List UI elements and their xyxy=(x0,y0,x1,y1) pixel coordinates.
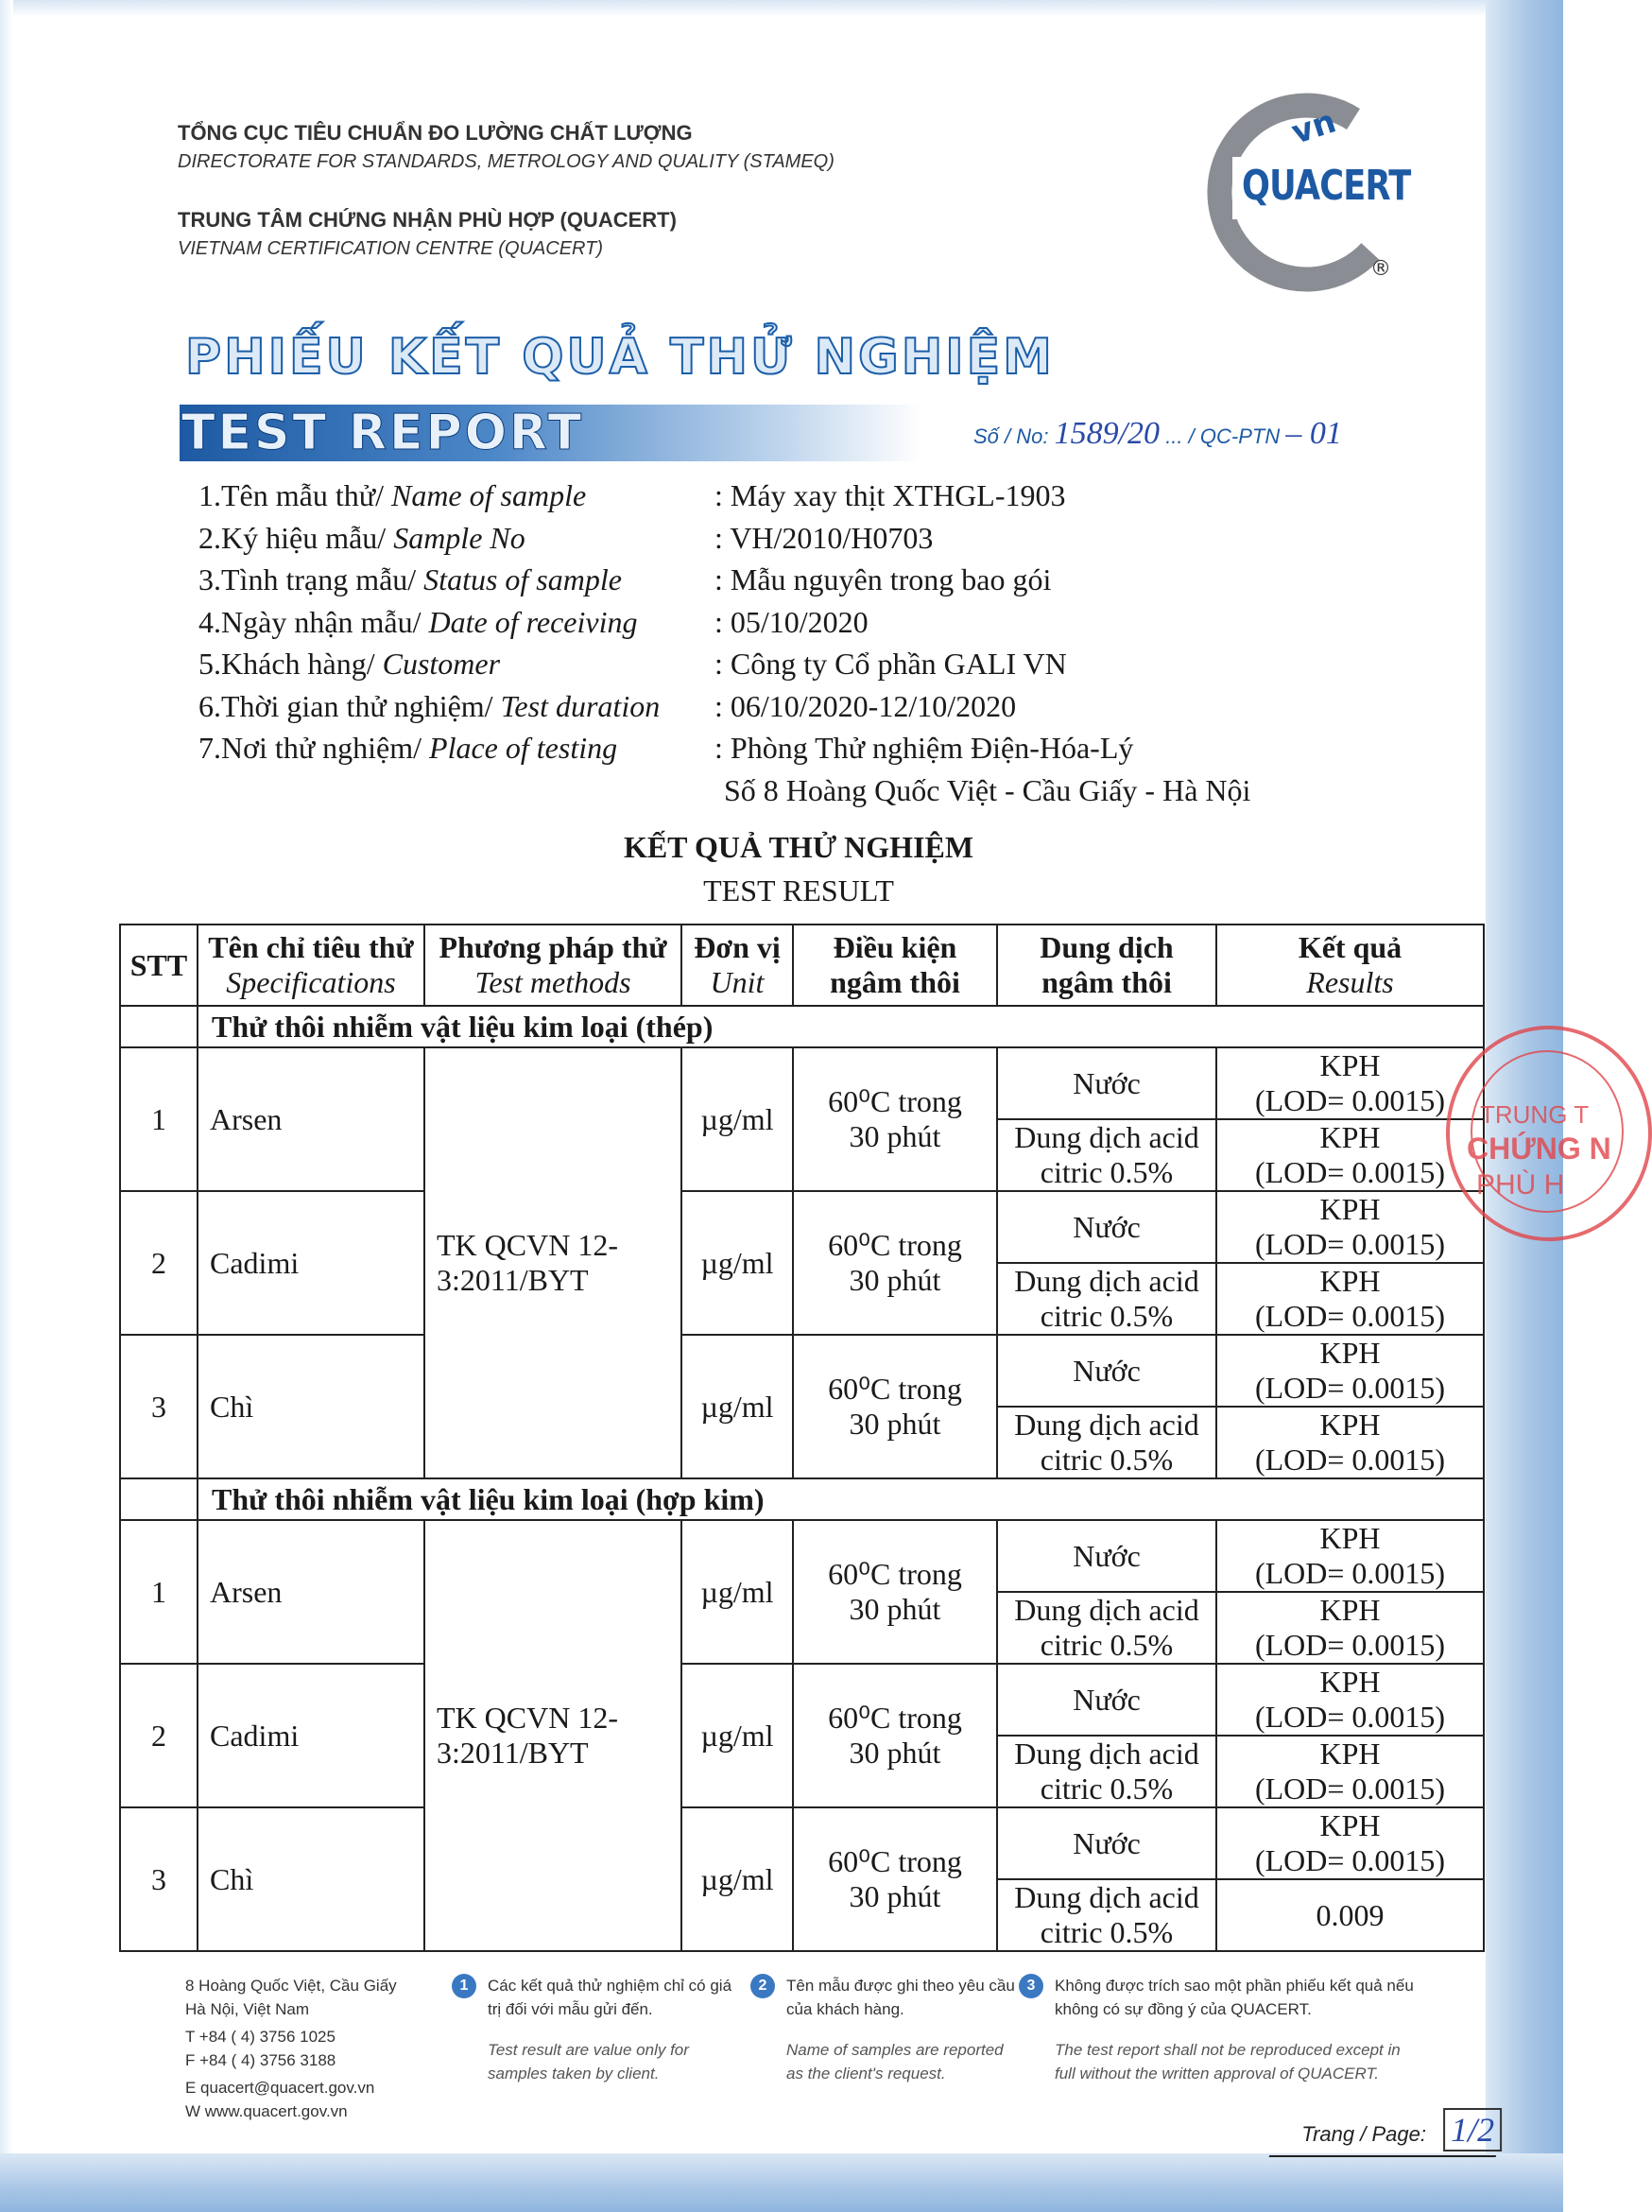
cell-solution-acid: Dung dịch acid citric 0.5% xyxy=(997,1879,1216,1951)
cell-result: KPH (LOD= 0.0015) xyxy=(1216,1664,1484,1736)
top-border xyxy=(0,0,1563,17)
info-value: : 06/10/2020-12/10/2020 xyxy=(714,688,1017,723)
header-condition: Điều kiện ngâm thôi xyxy=(793,925,997,1006)
cell-unit: µg/ml xyxy=(681,1335,793,1478)
cell-condition: 60⁰C trong 30 phút xyxy=(793,1191,997,1335)
info-label: 3.Tình trạng mẫu/ Status of sample xyxy=(198,562,622,596)
info-value: : Máy xay thịt XTHGL-1903 xyxy=(714,478,1066,512)
table-header-row xyxy=(120,925,1484,1006)
bottom-border-band xyxy=(0,2153,1563,2212)
cell-spec: Chì xyxy=(198,1335,424,1478)
table-row xyxy=(120,1807,1484,1879)
cell-solution-acid: Dung dịch acid citric 0.5% xyxy=(997,1592,1216,1664)
cell-unit: µg/ml xyxy=(681,1520,793,1664)
header-solution: Dung dịch ngâm thôi xyxy=(997,925,1216,1006)
cell-result: KPH (LOD= 0.0015) xyxy=(1216,1047,1484,1119)
report-title-vn: PHIẾU KẾT QUẢ THỬ NGHIỆM xyxy=(185,329,1055,386)
header-stt: STT xyxy=(120,925,198,1006)
footer-note-2: 2 Tên mẫu được ghi theo yêu cầu của khách hàng. Name of samples are reported as the client's request. xyxy=(786,1974,1023,2085)
cell-stt: 3 xyxy=(120,1807,198,1951)
report-number xyxy=(973,416,1342,452)
footer-note-1: 1 Các kết quả thử nghiệm chỉ có giá trị đối với mẫu gửi đến. Test result are value only for samples taken by client. xyxy=(488,1974,743,2085)
cell-stt: 3 xyxy=(120,1335,198,1478)
info-value: : VH/2010/H0703 xyxy=(714,520,934,555)
group-row xyxy=(120,1006,1484,1047)
org2-vn: TRUNG TÂM CHỨNG NHẬN PHÙ HỢP (QUACERT) xyxy=(178,208,677,232)
footer-contact: 8 Hoàng Quốc Việt, Cầu Giấy Hà Nội, Việt Nam T +84 ( 4) 3756 1025 F +84 ( 4) 3756 3188 E quacert@quacert.gov.vn W www.quacert.gov.vn xyxy=(185,1977,397,2120)
cell-condition: 60⁰C trong 30 phút xyxy=(793,1047,997,1191)
info-label: 2.Ký hiệu mẫu/ Sample No xyxy=(198,520,525,555)
report-number-suffix: / QC-PTN xyxy=(1188,424,1281,448)
result-title-vn: KẾT QUẢ THỬ NGHIỆM xyxy=(623,830,974,864)
cell-method: TK QCVN 12-3:2011/BYT xyxy=(424,1047,681,1478)
cell-solution-water: Nước xyxy=(997,1520,1216,1592)
info-label: 5.Khách hàng/ Customer xyxy=(198,647,501,681)
table-row xyxy=(120,1047,1484,1119)
cell-solution-water: Nước xyxy=(997,1335,1216,1407)
header-results: Kết quả Results xyxy=(1216,925,1484,1006)
left-border xyxy=(0,0,13,2212)
page-label: Trang / Page: xyxy=(1301,2122,1426,2146)
cell-solution-water: Nước xyxy=(997,1664,1216,1736)
info-label: 7.Nơi thử nghiệm/ Place of testing xyxy=(198,731,618,765)
quacert-logo xyxy=(1212,91,1411,289)
table-row xyxy=(120,1335,1484,1407)
cell-result: KPH (LOD= 0.0015) xyxy=(1216,1592,1484,1664)
info-address: Số 8 Hoàng Quốc Việt - Cầu Giấy - Hà Nội xyxy=(724,772,1251,807)
cell-method: TK QCVN 12-3:2011/BYT xyxy=(424,1520,681,1951)
cell-solution-water: Nước xyxy=(997,1047,1216,1119)
report-number-dots: ... xyxy=(1165,424,1183,448)
cell-solution-acid: Dung dịch acid citric 0.5% xyxy=(997,1407,1216,1478)
report-number-value: 1589/20 xyxy=(1054,416,1161,451)
info-value: : 05/10/2020 xyxy=(714,604,869,639)
page-value: 1/2 xyxy=(1443,2108,1502,2152)
info-label: 1.Tên mẫu thử/ Name of sample xyxy=(198,478,587,512)
report-number-label: Số / No: xyxy=(973,424,1049,448)
cell-condition: 60⁰C trong 30 phút xyxy=(793,1664,997,1807)
cell-unit: µg/ml xyxy=(681,1047,793,1191)
note-number-icon: 3 xyxy=(1019,1974,1043,1998)
table-row xyxy=(120,1520,1484,1592)
cell-solution-water: Nước xyxy=(997,1191,1216,1263)
cell-result: KPH (LOD= 0.0015) xyxy=(1216,1520,1484,1592)
org1-vn: TỔNG CỤC TIÊU CHUẨN ĐO LƯỜNG CHẤT LƯỢNG xyxy=(178,121,693,145)
cell-result: KPH (LOD= 0.0015) xyxy=(1216,1407,1484,1478)
cell-unit: µg/ml xyxy=(681,1191,793,1335)
cell-result: KPH (LOD= 0.0015) xyxy=(1216,1191,1484,1263)
info-value: : Phòng Thử nghiệm Điện-Hóa-Lý xyxy=(714,731,1134,765)
cell-unit: µg/ml xyxy=(681,1664,793,1807)
group-title: Thử thôi nhiễm vật liệu kim loại (hợp kim) xyxy=(198,1478,1484,1520)
cell-solution-acid: Dung dịch acid citric 0.5% xyxy=(997,1119,1216,1191)
cell-spec: Cadimi xyxy=(198,1664,424,1807)
cell-solution-acid: Dung dịch acid citric 0.5% xyxy=(997,1263,1216,1335)
cell-result: KPH (LOD= 0.0015) xyxy=(1216,1263,1484,1335)
cell-stt: 2 xyxy=(120,1664,198,1807)
result-title-en: TEST RESULT xyxy=(703,873,894,907)
cell-stt: 2 xyxy=(120,1191,198,1335)
cell-result: KPH (LOD= 0.0015) xyxy=(1216,1807,1484,1879)
cell-condition: 60⁰C trong 30 phút xyxy=(793,1807,997,1951)
cell-result: KPH (LOD= 0.0015) xyxy=(1216,1736,1484,1807)
cell-result: 0.009 xyxy=(1216,1879,1484,1951)
page-indicator xyxy=(1269,2108,1514,2157)
info-label: 6.Thời gian thử nghiệm/ Test duration xyxy=(198,688,661,723)
cell-result: KPH (LOD= 0.0015) xyxy=(1216,1119,1484,1191)
header-method: Phương pháp thử Test methods xyxy=(424,925,681,1006)
header-spec: Tên chỉ tiêu thử Specifications xyxy=(198,925,424,1006)
cell-stt: 1 xyxy=(120,1047,198,1191)
cell-unit: µg/ml xyxy=(681,1807,793,1951)
note-number-icon: 2 xyxy=(750,1974,775,1998)
cell-condition: 60⁰C trong 30 phút xyxy=(793,1520,997,1664)
info-value: : Mẫu nguyên trong bao gói xyxy=(714,562,1052,596)
result-table xyxy=(119,924,1485,1952)
report-number-tail: – 01 xyxy=(1285,416,1342,451)
cell-condition: 60⁰C trong 30 phút xyxy=(793,1335,997,1478)
table-row xyxy=(120,1664,1484,1736)
cell-spec: Arsen xyxy=(198,1520,424,1664)
cell-solution-acid: Dung dịch acid citric 0.5% xyxy=(997,1736,1216,1807)
footer-note-3: 3 Không được trích sao một phần phiếu kết quả nếu không có sự đồng ý của QUACERT. The test report shall not be reproduced except in full without the written approval of QUACERT. xyxy=(1055,1974,1423,2085)
cell-result: KPH (LOD= 0.0015) xyxy=(1216,1335,1484,1407)
org2-en: VIETNAM CERTIFICATION CENTRE (QUACERT) xyxy=(178,238,604,259)
group-title: Thử thôi nhiễm vật liệu kim loại (thép) xyxy=(198,1006,1484,1047)
org1-en: DIRECTORATE FOR STANDARDS, METROLOGY AND QUALITY (STAMEQ) xyxy=(178,151,835,172)
seal-stamp: TRUNG T CHỨNG N PHÙ H xyxy=(1446,1026,1652,1241)
info-value: : Công ty Cổ phần GALI VN xyxy=(714,647,1067,681)
logo-text: QUACERT xyxy=(1242,162,1411,210)
cell-spec: Chì xyxy=(198,1807,424,1951)
svg-text:vn: vn xyxy=(1286,102,1341,152)
info-label: 4.Ngày nhận mẫu/ Date of receiving xyxy=(198,604,638,639)
cell-spec: Cadimi xyxy=(198,1191,424,1335)
logo-registered: ® xyxy=(1370,257,1391,281)
cell-solution-water: Nước xyxy=(997,1807,1216,1879)
table-row xyxy=(120,1191,1484,1263)
cell-stt: 1 xyxy=(120,1520,198,1664)
cell-spec: Arsen xyxy=(198,1047,424,1191)
header-unit: Đơn vị Unit xyxy=(681,925,793,1006)
group-row xyxy=(120,1478,1484,1520)
report-title-en: TEST REPORT xyxy=(181,405,585,461)
note-number-icon: 1 xyxy=(452,1974,476,1998)
